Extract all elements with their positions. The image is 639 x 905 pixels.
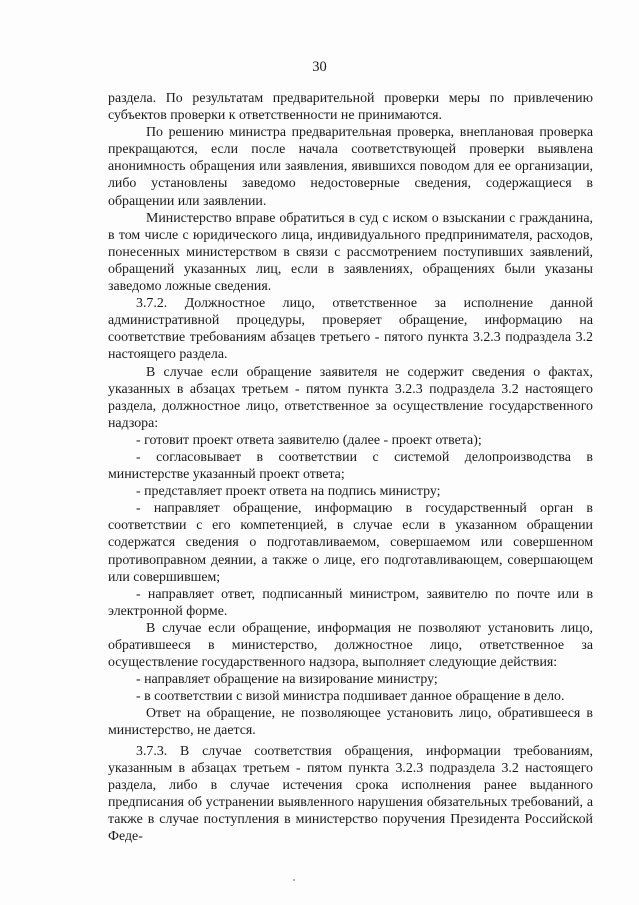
list-item-3: - представляет проект ответа на подпись министру; xyxy=(136,484,441,500)
list-item-2: - согласовывает в соответствии с системой делопроизводства в министерстве указанный проект ответа; xyxy=(108,449,593,483)
list-item-5: - направляет ответ, подписанный министром, заявителю по почте или в электронной форме. xyxy=(108,586,593,619)
list-item-4: - направляет обращение, информацию в государственный орган в соответствии с его компетенцией, в случае если в указанном обращении содержатся сведения о подготавливаемом, совершаемом или совершенном противоправном деянии, а также о лице, его подготавливающем, совершающем или совершившем; xyxy=(108,501,593,585)
page-number: 30 xyxy=(312,59,327,75)
paragraph-6: В случае если обращение, информация не позволяют установить лицо, обратившееся в министерство, должностное лицо, ответственное за осуществление государственного надзора, выполняет следующие действия: xyxy=(108,620,593,671)
list-item-6: - направляет обращение на визирование министру; xyxy=(136,672,438,688)
paragraph-4: 3.7.2. Должностное лицо, ответственное за исполнение данной административной процедуры, проверяет обращение, информацию на соответствие требованиям абзацев третьего - пятого пункта 3.2.3 подраздела 3.2 настоящего раздела. xyxy=(108,296,593,363)
paragraph-8: 3.7.3. В случае соответствия обращения, информации требованиям, указанным в абзацах третьем - пятом пункта 3.2.3 подраздела 3.2 настоящего раздела, либо в случае истечения срока исполнения ранее выданного предписания об устранении выявленного нарушения обязательных требований, а также в случае поступления в министерство поручения Президента Российской Феде- xyxy=(108,743,593,845)
list-item-1: - готовит проект ответа заявителю (далее - проект ответа); xyxy=(136,432,482,448)
scan-speck xyxy=(293,879,295,881)
document-body xyxy=(108,90,593,845)
paragraph-3: Министерство вправе обратиться в суд с иском о взыскании с гражданина, в том числе с юридического лица, индивидуального предпринимателя, расходов, понесенных министерством в связи с рассмотрением поступивших заявлений, обращений указанных лиц, если в заявлениях, обращениях были указаны заведомо ложные сведения. xyxy=(108,210,593,295)
list-item-7: - в соответствии с визой министра подшивает данное обращение в дело. xyxy=(136,689,565,705)
paragraph-7: Ответ на обращение, не позволяющее установить лицо, обратившееся в министерство, не дается. xyxy=(108,706,593,739)
paragraph-1: раздела. По результатам предварительной проверки меры по привлечению субъектов проверки к ответственности не принимаются. xyxy=(108,91,593,124)
paragraph-2: По решению министра предварительная проверка, внеплановая проверка прекращаются, если после начала соответствующей проверки выявлена анонимность обращения или заявления, явившихся поводом для ее организации, либо установлены заведомо недостоверные сведения, содержащиеся в обращении или заявлении. xyxy=(108,125,593,209)
paragraph-5: В случае если обращение заявителя не содержит сведения о фактах, указанных в абзацах третьем - пятом пункта 3.2.3 подраздела 3.2 настоящего раздела, должностное лицо, ответственное за осуществление государственного надзора: xyxy=(108,364,593,431)
